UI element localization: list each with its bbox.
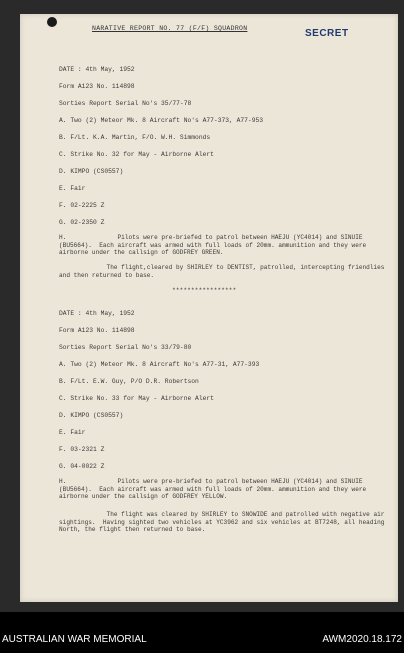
s2-item-a: A. Two (2) Meteor Mk. 8 Aircraft No's A77-31, A77-393: [59, 361, 260, 368]
s1-date: DATE : 4th May, 1952: [59, 66, 135, 73]
report-header: NARATIVE REPORT NO. 77 (F/F) SQUADRON: [92, 25, 248, 32]
footer-bar: [0, 630, 404, 652]
s2-item-g: G. 04-0022 Z: [59, 463, 105, 470]
s2-date: DATE : 4th May, 1952: [59, 310, 135, 317]
section-divider: *****************: [172, 287, 237, 294]
punch-hole: [47, 17, 57, 27]
s1-form: Form A123 No. 114898: [59, 83, 135, 90]
s1-item-g: G. 02-2350 Z: [59, 219, 105, 226]
s1-item-b: B. F/Lt. K.A. Martin, F/O. W.H. Simmonds: [59, 134, 211, 141]
s1-item-d: D. KIMPO (CS0557): [59, 168, 124, 175]
s2-form: Form A123 No. 114898: [59, 327, 135, 334]
s2-item-b: B. F/Lt. E.W. Guy, P/O D.R. Robertson: [59, 378, 199, 385]
s2-item-e: E. Fair: [59, 429, 86, 436]
s2-sorties: Sorties Report Serial No's 33/79-80: [59, 344, 192, 351]
s2-item-h: H. Pilots were pre-briefed to patrol between HAEJU (YC4014) and SINUIE (BU5664). Each aircraft was armed with full loads of 20mm. ammunition and they were airborne under the callsign of GODFREY YELLOW.: [59, 478, 370, 500]
footer-accession-number: AWM2020.18.172: [322, 634, 402, 645]
s1-item-c: C. Strike No. 32 for May - Airborne Alert: [59, 151, 214, 158]
s1-item-h: H. Pilots were pre-briefed to patrol between HAEJU (YC4014) and SINUIE (BU5664). Each aircraft was armed with full loads of 20mm. ammunition and they were airborne under the callsign of GODFREY GREEN.: [59, 234, 370, 256]
s1-item-f: F. 02-2225 Z: [59, 202, 105, 209]
s2-item-f: F. 03-2321 Z: [59, 446, 105, 453]
s2-item-h-continued: The flight was cleared by SHIRLEY to SNOWIDE and patrolled with negative air sightings. Having sighted two vehicles at YC3962 and six vehicles at BT7248, all heading North, the flight then returned to base.: [59, 511, 389, 533]
s1-item-h-continued: The flight,cleared by SHIRLEY to DENTIST, patrolled, intercepting friendlies and then returned to base.: [59, 264, 389, 279]
s2-item-d: D. KIMPO (CS0557): [59, 412, 124, 419]
s2-item-c: C. Strike No. 33 for May - Airborne Alert: [59, 395, 214, 402]
footer-credit: AUSTRALIAN WAR MEMORIAL: [2, 634, 147, 645]
secret-stamp: SECRET: [305, 28, 349, 39]
s1-item-e: E. Fair: [59, 185, 86, 192]
s1-item-a: A. Two (2) Meteor Mk. 8 Aircraft No's A77-373, A77-953: [59, 117, 264, 124]
s1-sorties: Sorties Report Serial No's 35/77-78: [59, 100, 192, 107]
